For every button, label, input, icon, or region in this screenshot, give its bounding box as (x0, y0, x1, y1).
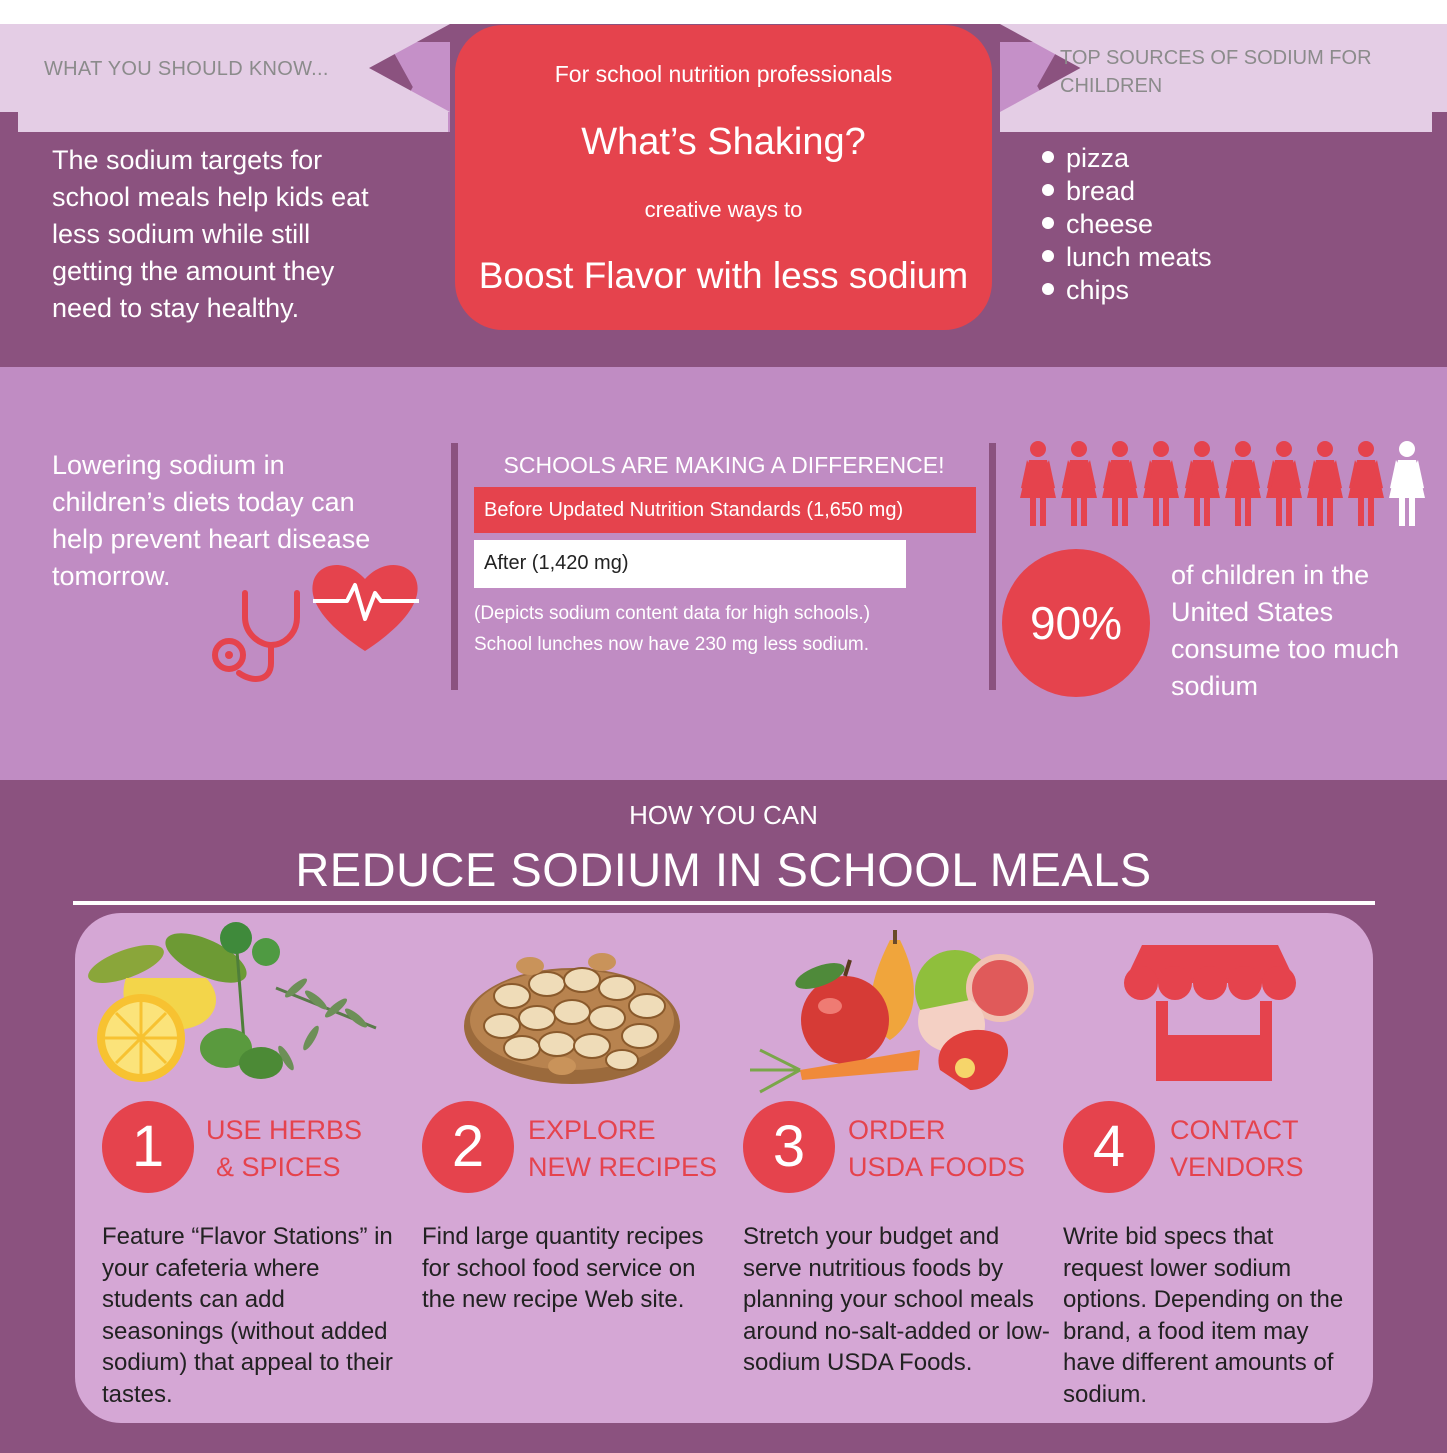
title-box (455, 25, 992, 330)
bar-before (474, 487, 976, 533)
person-icon (1020, 441, 1056, 526)
step-title: EXPLORE NEW RECIPES (528, 1115, 718, 1182)
note-line: School lunches now have 230 mg less sodium. (474, 634, 870, 655)
person-icon (1225, 441, 1261, 526)
lowering-sodium-text: Lowering sodium in children’s diets today can help prevent heart disease tomorrow. (52, 450, 371, 591)
step-title: USE HERBS & SPICES (206, 1115, 363, 1182)
step-number: 2 (422, 1101, 514, 1193)
step-title: CONTACT VENDORS (1170, 1115, 1304, 1182)
percent-circle: 90% (1002, 549, 1150, 697)
person-icon (1389, 441, 1425, 526)
step-title: ORDER USDA FOODS (848, 1115, 1026, 1182)
person-icon (1102, 441, 1138, 526)
person-icon (1348, 441, 1384, 526)
herbs-lemon-icon (86, 918, 386, 1093)
beans-bowl-icon (462, 936, 682, 1086)
person-icon (1143, 441, 1179, 526)
title-tagline: Boost Flavor with less sodium (478, 255, 969, 296)
percent-text: of children in the United States consume too much sodium (1171, 560, 1400, 701)
step-description: Write bid specs that request lower sodium options. Depending on the brand, a food item may have different amounts of sodium. (1063, 1223, 1344, 1408)
left-ribbon-tail (18, 112, 448, 132)
step-number: 4 (1063, 1101, 1155, 1193)
store-icon (1120, 945, 1300, 1085)
people-icons (1018, 440, 1438, 530)
sodium-sources-list (1040, 142, 1212, 307)
how-title: REDUCE SODIUM IN SCHOOL MEALS (295, 843, 1152, 896)
right-ribbon-label: TOP SOURCES OF SODIUM FOR CHILDREN (1060, 47, 1372, 97)
fruits-vegetables-icon (740, 920, 1040, 1100)
how-subtitle: HOW YOU CAN (629, 800, 818, 830)
list-item: bread (1040, 175, 1212, 208)
title-audience: For school nutrition professionals (554, 61, 893, 87)
title-rule (73, 901, 1375, 905)
difference-title: SCHOOLS ARE MAKING A DIFFERENCE! (503, 452, 945, 478)
list-item: lunch meats (1040, 241, 1212, 274)
stethoscope-heart-icon (205, 555, 425, 690)
list-item: chips (1040, 274, 1212, 307)
intro-text: The sodium targets for school meals help kids eat less sodium while still getting the amount they need to stay healthy. (52, 145, 369, 323)
title-subtitle: creative ways to (644, 197, 803, 222)
page-title: What’s Shaking? (581, 121, 866, 163)
divider (989, 443, 996, 690)
left-ribbon-label: WHAT YOU SHOULD KNOW... (44, 58, 329, 80)
person-icon (1184, 441, 1220, 526)
list-item: pizza (1040, 142, 1212, 175)
difference-note (474, 598, 974, 660)
step-description: Feature “Flavor Stations” in your cafeteria where students can add seasonings (without added sodium) that appeal to their tastes. (102, 1223, 393, 1408)
step-number: 3 (743, 1101, 835, 1193)
step-description: Stretch your budget and serve nutritious foods by planning your school meals around no-salt-added or low-sodium USDA Foods. (743, 1223, 1050, 1376)
step-number: 1 (102, 1101, 194, 1193)
bar-before-label: Before Updated Nutrition Standards (1,650 mg) (484, 499, 904, 521)
note-line: (Depicts sodium content data for high schools.) (474, 603, 871, 624)
bar-after (474, 540, 906, 588)
heart-icon (312, 565, 417, 651)
step-description: Find large quantity recipes for school food service on the new recipe Web site. (422, 1223, 704, 1313)
divider (451, 443, 458, 690)
list-item: cheese (1040, 208, 1212, 241)
stethoscope-icon (245, 593, 297, 645)
right-ribbon-tail (1000, 112, 1432, 132)
person-icon (1061, 441, 1097, 526)
person-icon (1307, 441, 1343, 526)
person-icon (1266, 441, 1302, 526)
bar-after-label: After (1,420 mg) (484, 552, 629, 574)
